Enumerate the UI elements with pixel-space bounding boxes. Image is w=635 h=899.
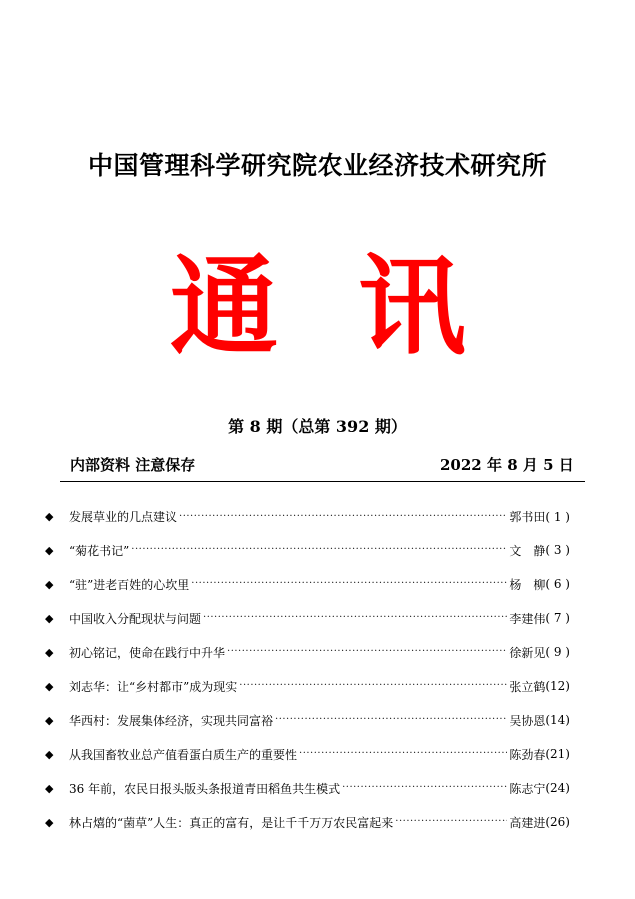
diamond-bullet-icon: ◆ <box>45 713 54 727</box>
toc-entry-author: 吴协恩 <box>509 713 546 728</box>
toc-entry-author: 高建进 <box>509 815 546 830</box>
toc-entry-title: 从我国畜牧业总产值看蛋白质生产的重要性 <box>69 747 298 762</box>
masthead-char-tong: 通 <box>170 245 279 370</box>
toc-entry-author: 张立鹤 <box>509 679 546 694</box>
diamond-bullet-icon: ◆ <box>45 611 54 625</box>
toc-entry-page: (12) <box>545 679 570 693</box>
toc-entry[interactable] <box>45 771 570 805</box>
toc-entry-title: 初心铭记，使命在践行中升华 <box>69 645 226 660</box>
diamond-bullet-icon: ◆ <box>45 645 54 659</box>
diamond-bullet-icon: ◆ <box>45 577 54 591</box>
dot-leader <box>342 782 507 794</box>
publication-date: 2022 年 8 月 5 日 <box>440 456 574 474</box>
toc-entry-title: 林占熺的“菌草”人生：真正的富有，是让千千万万农民富起来 <box>69 815 394 830</box>
toc-entry[interactable] <box>45 567 570 601</box>
toc-entry-page: ( 9 ) <box>545 645 570 659</box>
organization-title: 中国管理科学研究院农业经济技术研究所 <box>87 151 547 180</box>
toc-entry-author: 杨 柳 <box>509 577 546 592</box>
toc-entry-page: ( 1 ) <box>545 509 570 524</box>
toc-entry-author: 陈志宁 <box>509 781 546 796</box>
toc-entry-author: 郭书田 <box>509 510 546 524</box>
toc-entry[interactable] <box>45 500 570 533</box>
dot-leader <box>227 646 507 658</box>
diamond-bullet-icon: ◆ <box>45 747 54 761</box>
toc-entry-page: (24) <box>545 781 570 795</box>
table-of-contents <box>45 500 570 839</box>
toc-entry-title: “驻”进老百姓的心坎里 <box>69 577 190 592</box>
toc-entry-author: 陈劲春 <box>509 747 546 762</box>
toc-entry-title: 36 年前，农民日报头版头条报道青田稻鱼共生模式 <box>69 781 341 796</box>
masthead-char-xun: 讯 <box>358 245 467 370</box>
toc-entry[interactable] <box>45 805 570 839</box>
dot-leader <box>275 714 507 726</box>
toc-entry-author: 文 静 <box>509 543 546 558</box>
diamond-bullet-icon: ◆ <box>45 543 54 557</box>
dot-leader <box>131 544 507 556</box>
toc-entry[interactable] <box>45 703 570 737</box>
toc-entry[interactable] <box>45 669 570 703</box>
toc-entry-title: “菊花书记” <box>69 543 130 558</box>
toc-entry-title: 华西村：发展集体经济，实现共同富裕 <box>69 713 274 728</box>
toc-entry-title: 中国收入分配现状与问题 <box>69 611 202 626</box>
toc-entry-page: (21) <box>545 747 570 761</box>
issue-number: 第 8 期（总第 392 期） <box>228 417 407 436</box>
toc-entry-page: ( 6 ) <box>545 577 570 591</box>
diamond-bullet-icon: ◆ <box>45 781 54 795</box>
toc-entry-page: ( 3 ) <box>545 543 570 557</box>
dot-leader <box>179 511 507 523</box>
toc-entry[interactable] <box>45 635 570 669</box>
toc-entry-page: ( 7 ) <box>545 611 570 625</box>
classification-label: 内部资料 注意保存 <box>70 456 196 474</box>
dot-leader <box>191 578 507 590</box>
toc-entry-author: 徐新见 <box>509 645 546 660</box>
diamond-bullet-icon: ◆ <box>45 679 54 693</box>
toc-entry-title: 发展草业的几点建议 <box>69 510 178 524</box>
toc-entry[interactable] <box>45 533 570 567</box>
dot-leader <box>395 816 507 828</box>
diamond-bullet-icon: ◆ <box>45 510 54 523</box>
toc-entry-page: (14) <box>545 713 570 727</box>
toc-entry[interactable] <box>45 601 570 635</box>
toc-entry-page: (26) <box>545 815 570 829</box>
toc-entry-title: 刘志华：让“乡村都市”成为现实 <box>69 679 238 694</box>
dot-leader <box>239 680 507 692</box>
toc-entry[interactable] <box>45 737 570 771</box>
dot-leader <box>203 612 507 624</box>
toc-entry-author: 李建伟 <box>509 611 546 626</box>
diamond-bullet-icon: ◆ <box>45 815 54 829</box>
dot-leader <box>299 748 507 760</box>
header-divider <box>60 481 585 482</box>
